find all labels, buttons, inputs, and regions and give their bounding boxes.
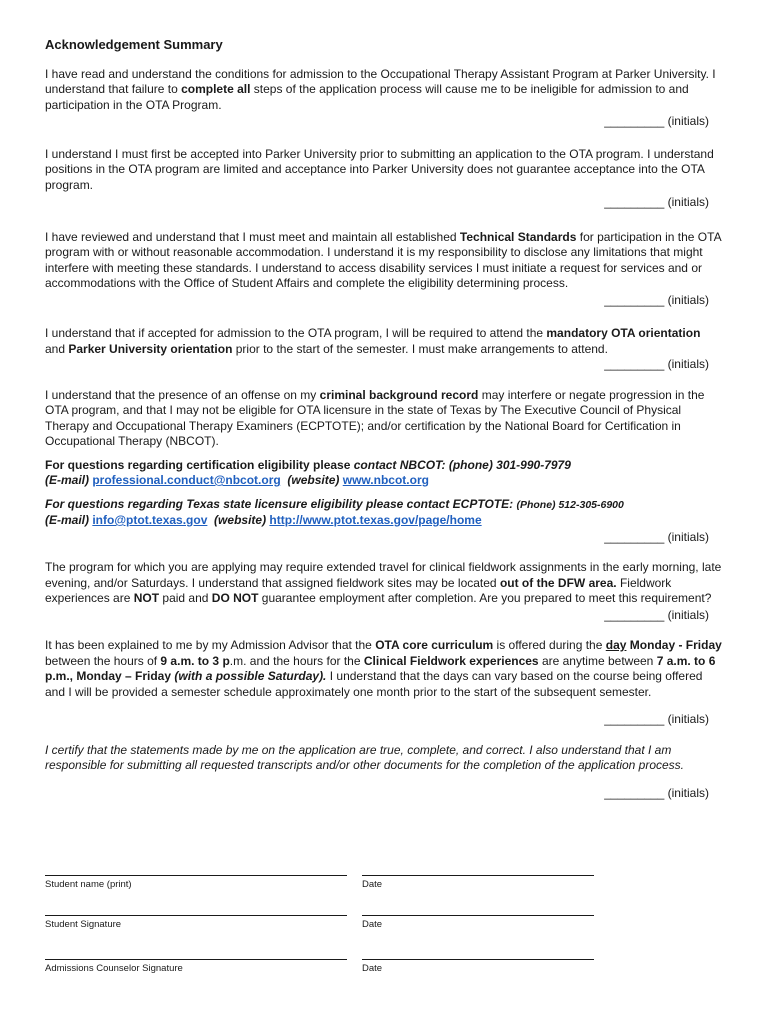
initials-line-1[interactable]: _________ (initials) <box>604 114 709 128</box>
initials-line-2[interactable]: _________ (initials) <box>604 195 709 209</box>
counselor-date-line[interactable] <box>362 959 594 960</box>
paragraph-admission-conditions: I have read and understand the conditions for admission to the Occupational Therapy Assistant Program at Parker University. I understand that failure to complete all steps of the application process will cause me to be ineligible for admission to and participation in the OTA Program. <box>45 66 716 112</box>
paragraph-fieldwork-travel: The program for which you are applying may require extended travel for clinical fieldwork assignments in the early morning, late evening, and/or Saturdays. I understand that assigned fieldwork sites may be located out of the DFW area. Fieldwork experiences are NOT paid and DO NOT guarantee employment after completion. Are you prepared to meet this requirement? <box>45 560 722 605</box>
paragraph-curriculum-hours: It has been explained to me by my Admission Advisor that the OTA core curriculum is offered during the day Monday - Friday between the hours of 9 a.m. to 3 p.m. and the hours for the Clinical Fieldwork experiences are anytime between 7 a.m. to 6 p.m., Monday – Friday (with a possible Saturday). I understand that the days can vary based on the course being offered and I will be provided a semester schedule approximately one month prior to the start of the subsequent semester. <box>45 638 722 699</box>
student-signature-date-line[interactable] <box>362 915 594 916</box>
paragraph-technical-standards: I have reviewed and understand that I must meet and maintain all established Technical Standards for participation in the OTA program with or without reasonable accommodation. I understand it is my responsibility to disclose any limitations that might interfere with meeting these standards. I understand to access disability services I must initiate a request for services and or accommodations with the Office of Student Affairs and complete the eligibility determining process. <box>45 229 721 290</box>
student-name-caption: Student name (print) <box>45 879 132 890</box>
initials-line-3[interactable]: _________ (initials) <box>604 292 709 307</box>
ecptote-email-link[interactable]: info@ptot.texas.gov <box>92 513 208 527</box>
nbcot-contact: For questions regarding certification eligibility please contact NBCOT: (phone) 301-990-7979 (E-mail) professional.conduct@nbcot.org (website) www.nbcot.org <box>45 457 571 487</box>
counselor-signature-caption: Admissions Counselor Signature <box>45 963 183 974</box>
page-title: Acknowledgement Summary <box>45 37 223 52</box>
paragraph-acceptance: I understand I must first be accepted into Parker University prior to submitting an application to the OTA program. I understand positions in the OTA program are limited and acceptance into Parker University does not guarantee acceptance into the OTA program. <box>45 146 714 192</box>
date-caption: Date <box>362 963 383 974</box>
student-signature-caption: Student Signature <box>45 919 122 930</box>
initials-line-4[interactable]: _________ (initials) <box>604 357 709 371</box>
ecptote-contact: For questions regarding Texas state licensure eligibility please contact ECPTOTE: (Phone) 512-305-6900 (E-mail) info@ptot.texas.gov (website) http://www.ptot.texas.gov/page/home <box>45 496 624 527</box>
paragraph-orientation: I understand that if accepted for admission to the OTA program, I will be required to attend the mandatory OTA orientation and Parker University orientation prior to the start of the semester. I must make arrangements to attend. <box>45 326 701 356</box>
counselor-signature-line[interactable] <box>45 959 347 960</box>
nbcot-website-link[interactable]: www.nbcot.org <box>342 473 429 487</box>
initials-line-8[interactable]: _________ (initials) <box>604 785 709 800</box>
student-name-line[interactable] <box>45 875 347 876</box>
date-caption: Date <box>362 879 383 890</box>
acknowledgement-page <box>45 37 723 801</box>
initials-line-5[interactable]: _________ (initials) <box>604 529 709 544</box>
ecptote-website-link[interactable]: http://www.ptot.texas.gov/page/home <box>269 513 482 527</box>
initials-line-7[interactable]: _________ (initials) <box>604 712 709 726</box>
paragraph-certification: I certify that the statements made by me on the application are true, complete, and correct. I also understand that I am responsible for submitting all requested transcripts and/or other documents for the completion of the application process. <box>45 742 685 772</box>
initials-line-6[interactable]: _________ (initials) <box>604 607 709 622</box>
student-name-date-line[interactable] <box>362 875 594 876</box>
paragraph-criminal-background: I understand that the presence of an offense on my criminal background record may interfere or negate progression in the OTA program, and that I may not be eligible for OTA licensure in the state of Texas by The Executive Council of Physical Therapy and Occupational Therapy Examiners (ECPTOTE); and/or certification by the National Board for Certification in Occupational Therapy (NBCOT). <box>45 387 705 448</box>
date-caption: Date <box>362 919 383 930</box>
nbcot-email-link[interactable]: professional.conduct@nbcot.org <box>92 473 281 487</box>
student-signature-line[interactable] <box>45 915 347 916</box>
